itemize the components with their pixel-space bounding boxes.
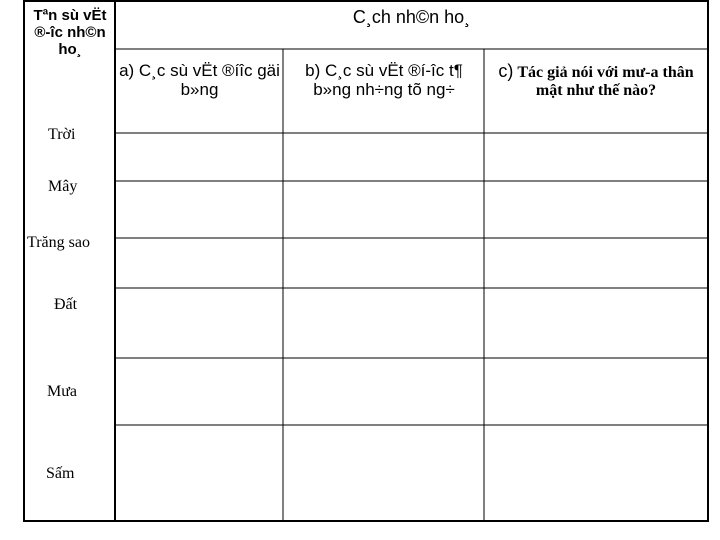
row-label-troi: Trời bbox=[48, 126, 76, 143]
row-label-trang-sao: Trăng sao bbox=[27, 234, 90, 251]
header-first-column: Tªn sù vËt ®-îc nh©n ho¸ bbox=[33, 7, 107, 58]
row-label-dat: Đất bbox=[54, 296, 78, 313]
subheader-c-prefix: c) bbox=[498, 61, 514, 81]
subheader-b: b) C¸c sù vËt ®í-îc t¶ b»ng nh÷ng tõ ng÷ bbox=[305, 61, 463, 100]
row-label-may: Mây bbox=[48, 178, 78, 195]
header-group: C¸ch nh©n ho¸ bbox=[352, 7, 471, 27]
subheader-c bbox=[486, 61, 706, 100]
subheader-a: a) C¸c sù vËt ®íîc gäi b»ng bbox=[119, 61, 280, 100]
subheader-c-text: Tác giả nói với mư-a thân mật như thế nào? bbox=[517, 64, 694, 99]
row-label-mua: Mưa bbox=[47, 383, 77, 400]
row-label-sam: Sấm bbox=[46, 465, 75, 482]
